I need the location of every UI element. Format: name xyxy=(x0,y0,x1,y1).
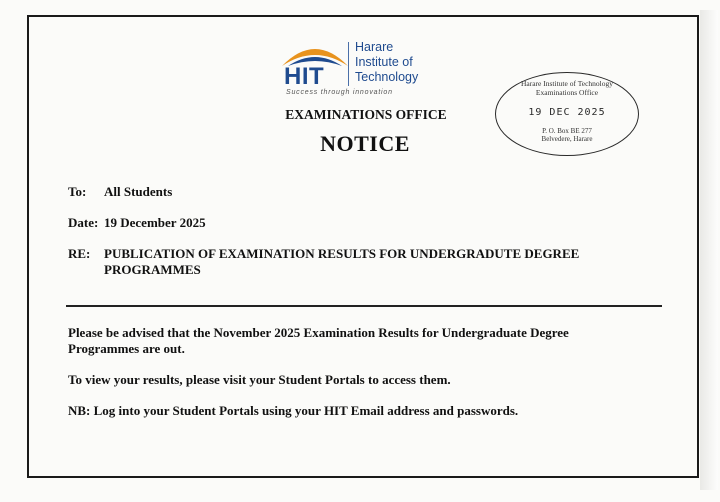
logo-tagline: Success through innovation xyxy=(286,89,393,96)
re-label: RE: xyxy=(68,246,91,261)
notice-title: NOTICE xyxy=(320,131,410,156)
date-value: 19 December 2025 xyxy=(104,215,206,230)
stamp-address-line: P. O. Box BE 277 xyxy=(542,127,592,135)
portal-instruction: To view your results, please visit your Student Portals to access them. xyxy=(68,372,451,387)
separator-line xyxy=(66,305,662,307)
subject-line-2: PROGRAMMES xyxy=(104,262,201,277)
office-stamp xyxy=(495,72,639,156)
to-value: All Students xyxy=(104,184,173,199)
logo-institution-name xyxy=(355,40,418,85)
date-label: Date: xyxy=(68,215,99,230)
logo-name-line: Harare xyxy=(355,40,394,54)
paragraph-line: Programmes are out. xyxy=(68,341,185,356)
stamp-date: 19 DEC 2025 xyxy=(528,107,606,118)
logo-divider xyxy=(348,42,349,86)
announcement-paragraph xyxy=(68,325,668,357)
page-edge-shadow xyxy=(700,10,718,490)
hit-logo xyxy=(280,38,430,94)
stamp-header-line: Harare Institute of Technology xyxy=(520,79,613,88)
logo-name-line: Technology xyxy=(355,70,419,84)
stamp-address-line: Belvedere, Harare xyxy=(541,135,593,143)
to-label: To: xyxy=(68,184,87,199)
subject-line-1: PUBLICATION OF EXAMINATION RESULTS FOR UNDERGRADUTE DEGREE xyxy=(104,246,580,261)
stamp-header-line: Examinations Office xyxy=(535,87,599,97)
login-note: NB: Log into your Student Portals using your HIT Email address and passwords. xyxy=(68,403,519,418)
logo-abbreviation: HIT xyxy=(284,63,325,90)
paragraph-line: Please be advised that the November 2025 Examination Results for Undergraduate Degree xyxy=(68,325,569,340)
logo-name-line: Institute of xyxy=(355,55,413,69)
stamp-address xyxy=(496,127,638,143)
stamp-header xyxy=(496,80,638,97)
office-heading: EXAMINATIONS OFFICE xyxy=(285,107,447,122)
